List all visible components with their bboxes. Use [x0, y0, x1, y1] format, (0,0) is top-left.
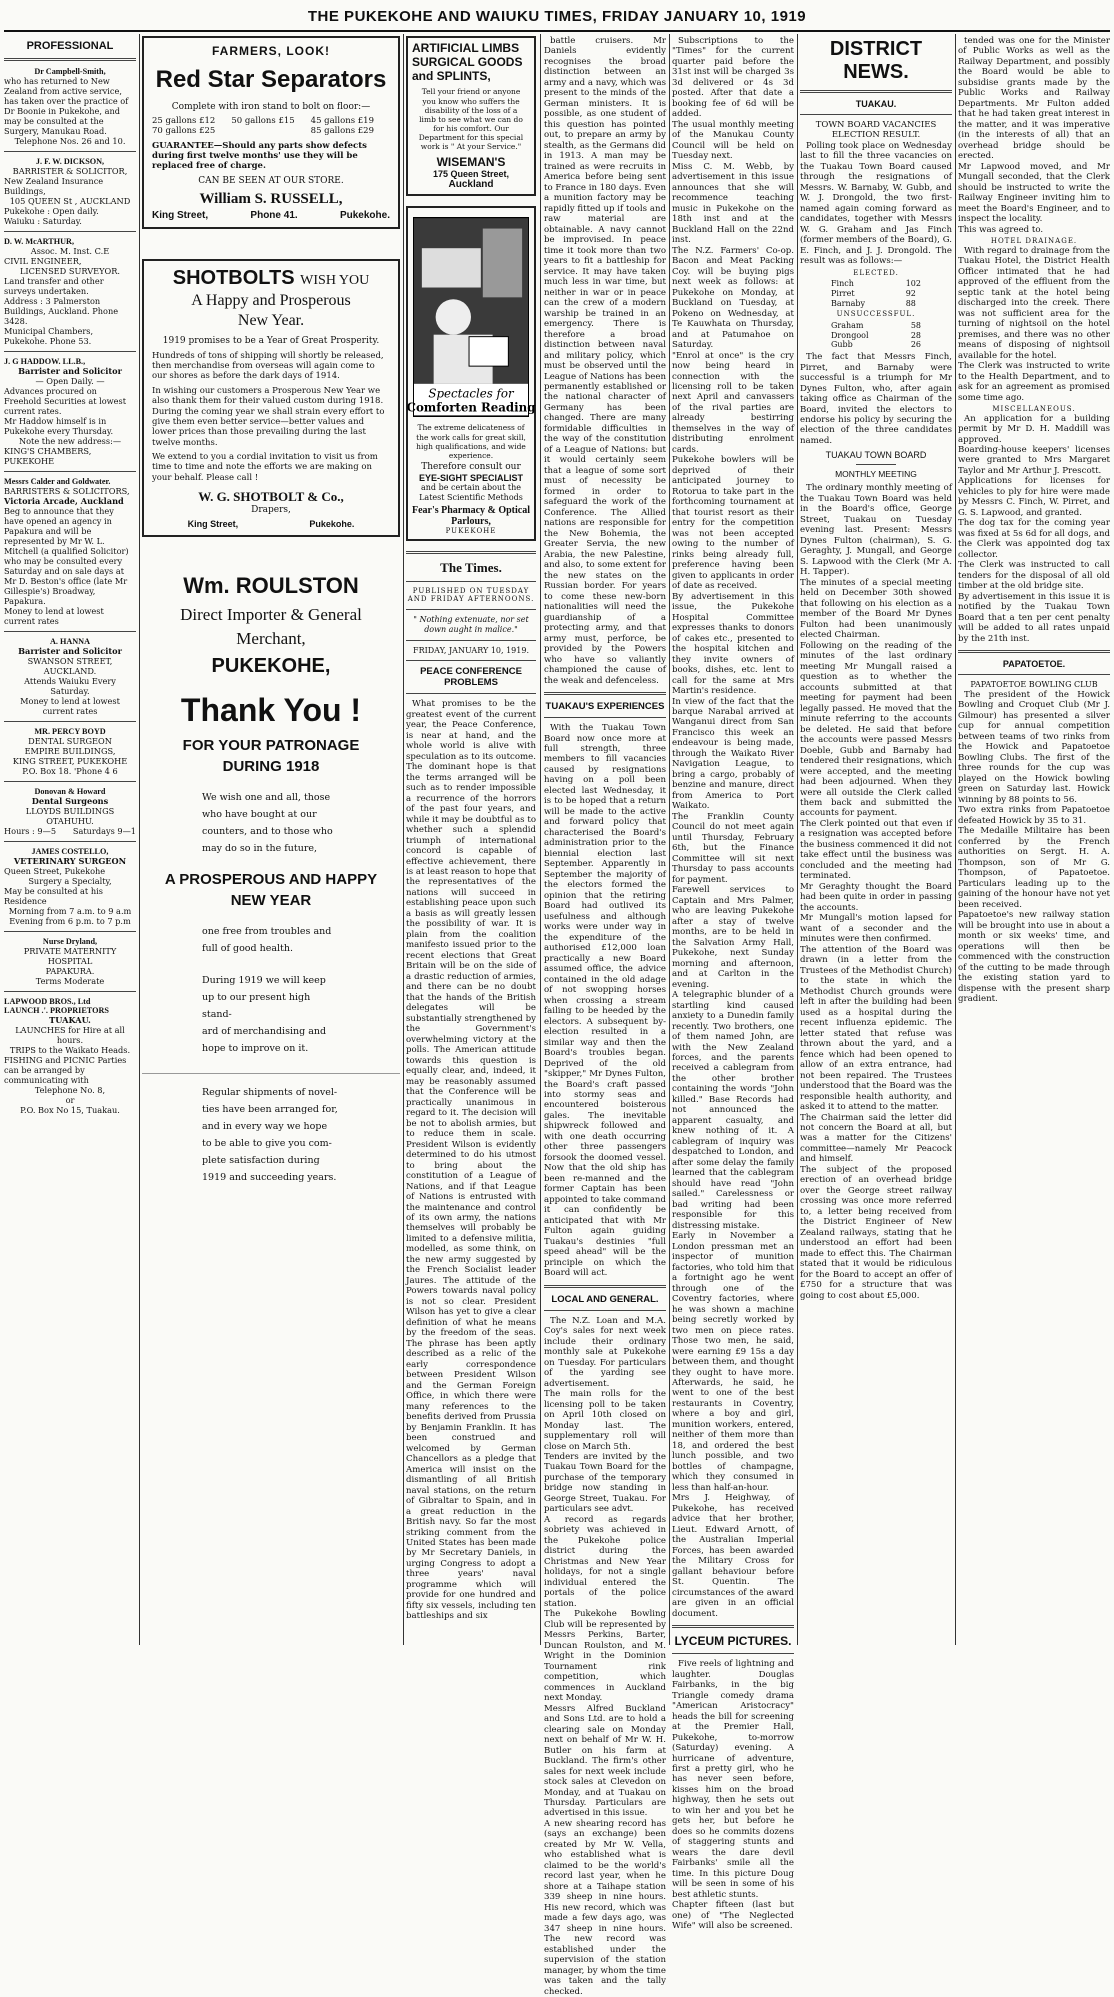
haddow-ad: J. G HADDOW. LL.B., Barrister and Solicitor — Open Daily. — Advances procured on Freehold Securities at lowest current rates. Mr Haddow himself is in Pukekohe every Thursday. Note the new address:— KING'S CHAMBERS, PUKEKOHE — [4, 357, 127, 466]
spectacles-illustration — [406, 217, 536, 417]
peace-conference-heading: PEACE CONFERENCE PROBLEMS — [420, 666, 522, 689]
lapwood-ad: LAPWOOD BROS., Ltd LAUNCH .'. PROPRIETORS TUAKAU. LAUNCHES for Hire at all hours. TRIPS to the Waikato Heads. FISHING and PICNIC Parties can be arranged by communicating with Telephone No. 8, or P.O. Box No 15, Tuakau. — [4, 997, 131, 1115]
boyd-ad: MR. PERCY BOYD DENTAL SURGEON EMPIRE BUILDINGS, KING STREET, PUKEKOHE P.O. Box 18. 'Phone 4 6 — [12, 727, 128, 776]
calder-ad: Messrs Calder and Goldwater. BARRISTERS & SOLICITORS, Victoria Arcade, Auckland Beg to announce that they have opened an agency in Papakura and will be represented by Mr W. L. Mitchell (a qualified Solicitor) who may be consulted every Saturday and on sale days at Mr D. Beston's office (late Mr Gillespie's) Broadway, Papakura. Money to lend at lowest current rates — [4, 477, 130, 626]
campbell-ad: Dr Campbell-Smith, who has returned to New Zealand from active service, has taken over the practice of Dr Boonie in Pukekohe, and may be consulted at the Surgery, Manukau Road. Telephone Nos. 26 and 10. — [4, 67, 129, 146]
red-star-separators-ad: FARMERS, LOOK! Red Star Separators Complete with iron stand to bolt on floor:— 25 gallons £12 50 gallons £15 45 gallons £19 70 gallons £25 85 gallons £29 GUARANTEE—Should any parts show defects during first twelve months' use they will be replaced free of charge. CAN BE SEEN AT OUR STORE. William S. RUSSELL, King Street, Phone 41. Pukekohe. — [142, 36, 400, 229]
local-news-paragraphs: Subscriptions to the "Times" for the current quarter paid before the 31st inst will be charged 3s 3d delivered or 4s 3d posted. After that date a booking fee of 6d will be added. The usual monthly meeting of the Manukau County Council will be held on Tuesday next. Miss C. M. Webb, by advertisement in this issue announces that she will recommence teaching music in Pukekohe on the 18th inst and at the Buckland Hall on the 22nd inst. The N.Z. Farmers' Co-op. Bacon and Meat Packing Coy. will be buying pigs next week as follows: at Pukekohe on Monday, at Buckland on Tuesday, at Pokeno on Wednesday, at Te Kauwhata on Thursday, and at Patumahoe on Saturday. "Enrol at once" is the cry now being heard in connection with the licensing roll to be taken next April and canvassers of the rival parties are already bestirring themselves in the way of distributing enrolment cards. Pukekohe bowlers will be deprived of their anticipated journey to Rotorua to take part in the forthcoming tournament at that tourist resort as their entry for the competition was not been accepted owing to the number of rinks being already full, preference having been given to applicants in order of date as received. By advertisement in this issue, the Pukekohe Hospital Committee expresses thanks to donors of cakes etc., presented to the hospital kitchen and they invite owners of books, dishes, etc. lent to call for the same at Mrs Martin's residence. In view of the fact that the barque Narabal arrived at Wanganui direct from San Francisco this week an endeavour is being made, through the Waikato River Navigation League, to bring a cargo, probably of benzine and manure, direct from America to Port Waikato. The Franklin County Council do not meet again until Thursday, February 6th, but the Finance Committee will sit next Thursday to pass accounts for payment. Farewell services to Captain and Mrs Palmer, who are leaving Pukekohe after a stay of twelve months, are to be held in the Salvation Army Hall, Pukekohe, next Sunday morning and afternoon, and at Carlton in the evening. A telegraphic blunder of a startling kind caused anxiety to a Dunedin family recently. Two brothers, one of them named John, are with the New Zealand forces, and the parents received a cablegram from the other brother containing the words "John killed." Base Records had not announced the apparent casualty, and knew nothing of it. A cablegram of inquiry was despatched to London, and after some delay the family learned that the cablegram should have read "John sailed." Carelessness or bad writing had been responsible for this distressing mistake. Early in November a London pressman met an inspector of munition factories, who told him that a fortnight ago he went through one of the Coventry factories, where he was shown a machine being secretly worked by two men on piece rates. Those two men, he said, were earning £9 15s a day between them, and thought they ought to have more. Afterwards, he said, he went to one of the best restaurants in Coventry, where a boy and girl, munition workers, entered, neither of them more than 18, and ordered the best lunch possible, and two bottles of champagne, which they consumed in less than half-an-hour. Mrs J. Heighway, of Pukekohe, has received advice that her brother, Lieut. Edward Arnott, of the Australian Imperial Forces, has been awarded the Military Cross for gallant behaviour before St. Quentin. The circumstances of the award are given in an official document. — [672, 36, 794, 1619]
artificial-limbs-ad: ARTIFICIAL LIMBS SURGICAL GOODS and SPLINTS, Tell your friend or anyone you know who suffers the disability of the loss of a limb to see what we can do for his comfort. Our Department for this special work is " At your Service." WISEMAN'S 175 Queen Street, Auckland — [406, 36, 536, 196]
svg-text:Comforten Reading: Comforten Reading — [406, 400, 536, 415]
papatoetoe-article: The president of the Howick Bowling and Croquet Club (Mr J. Gilmour) has presented a silver cup for annual competition between teams of two rinks from the Howick and Papatoetoe Bowling Clubs. The first of the three rounds for the cup was played on the Howick bowling green on Saturday last. Howick winning by 88 points to 56. Two extra rinks from Papatoetoe defeated Howick by 35 to 31. The Medaille Militaire has been conferred by the French authorities on Sergt. H. A. Thompson, son of Mr G. Thompson, of Papatoetoe. Particulars leading up to the gaining of the honour have not yet been received. Papatoetoe's new railway station will be brought into use in about a month or six weeks' time, and operations will then be commenced with the construction of the cutting to be made through the existing station yard to dispense with the present sharp gradient. — [958, 689, 1110, 1004]
masthead-rule — [4, 30, 1110, 32]
times-title: The Times. — [440, 559, 502, 575]
column-divider — [669, 34, 670, 1645]
column-divider — [139, 34, 140, 1645]
peace-conference-article: What promises to be the greatest event of the current year, the Peace Conference, is near at hand, and the whole world is alive with speculation as to its outcome. The dominant hope is that the terms arranged will be such as to render impossible a recurrence of the horrors of the past four years, and while it may be doubtful as to whether such a splendid triumph of international concord is capable of effective achievement, there is at least reason to hope that the representatives of the nations will succeed in establishing peace upon such a basis as will greatly lessen the possibility of war. It is plain from the coalition manifesto issued prior to the recent elections that Great Britain will be on the side of a drastic reduction of armies, and there can be no doubt that the hands of the British delegates will be substantially strengthened by the Government's overwhelming victory at the polls. The American attitude towards this question is equally clear, and, indeed, it may be reasonably assumed that the Conference will be practically unanimous in regard to it. The decision will be not to abolish armies, but to reduce them in scale. President Wilson is evidently determined to do his utmost to bring about the constitution of a League of Nations, and if that League of Nations is entrusted with the maintenance and control of its own army, the nations themselves will probably be limited to a defensive militia, modelled, as some think, on the new army suggested by the French Socialist leader Jaures. The attitude of the Powers towards naval policy is not so clear. President Wilson has yet to give a clear definition of what he means by the freedom of the seas. The phrase has been aptly described as a relic of the early correspondence between President Wilson and the German Foreign Office, in which there were many references to the benefits derived from Prussia by Benjamin Franklin. It has been construed and welcomed by German Chancellors as a pledge that America will insist on the dismantling of all British naval stations, on the return of Gibraltar to Spain, and in a great reduction in the British navy. So far the most striking comment from the United States has been made by Mr Secretary Daniels, in urging Congress to adopt a three years' naval programme which will provide for one hundred and fifty six vessels, including ten battleships and six — [406, 699, 536, 1622]
dryland-ad: Nurse Dryland, PRIVATE MATERNITY HOSPITAL PAPAKURA. Terms Moderate — [23, 937, 117, 986]
peace-conference-continued: battle cruisers. Mr Daniels evidently recognises the broad distinction between an army and a navy, which was present to the minds of the German ministers. It is possible, as one student of this question has pointed out, to prepare an army by stealth, as the Germans did in 1913. A man may be trained as were recruits in America before being sent to France in 180 days. Even a munition factory may be rapidly fitted up if tools and raw material are obtainable. A navy cannot be improvised. In peace time it took more than two years to fit a battleship for service. It may have taken much less in war time, but neither in war or in peace can the crew of a modern warship be trained in an emergency. There is therefore a broad distinction between naval and military policy, which must be observed until the League of Nations has been permanently established or the national character of Germany has been changed. There are many formidable difficulties in the way of the constitution of a League of Nations: but it would certainly seem that a league of some sort must of necessity be formed in order to safeguard the work of the Conference. The Allied nations are responsible for the New Bohemia, the Greater Servia, the new Arabia, the new Palestine, and also, to some extent for the new states on the Russian border. For years to come these new-born nationalities will need the guardianship of a protecting army, and that army must, perforce, be provided by the Powers who have so valiantly championed the cause of the weak and defenceless. — [544, 36, 667, 686]
papatoetoe-heading: PAPATOETOE. — [1002, 659, 1066, 670]
roulston-ad: Wm. ROULSTON Direct Importer & General Merchant, PUKEKOHE, Thank You ! FOR YOUR PATRONAGE DURING 1918 We wish one and all, those who have bought at our counters, and to those who may do so in the future, A PROSPEROUS AND HAPPY NEW YEAR one free from troubles and full of good health. During 1919 we will keep up to our present high stand- ard of merchandising and hope to improve on it. Regular shipments of novel- ties have been arranged for, and in every way we hope to be able to give you com- plete satisfaction during 1919 and succeeding years. — [142, 573, 400, 1187]
professional-heading: PROFESSIONAL — [26, 40, 114, 52]
spectacles-ad: Spectacles for Comforten Reading The extreme delicateness of the work calls for great skill, high qualifications, and wide experience. Therefore consult our EYE-SIGHT SPECIALIST and be certain about the Latest Scientific Methods Fear's Pharmacy & Optical Parlours, PUKEKOHE — [406, 206, 536, 541]
shotbolt-ad: SHOTBOLTS WISH YOU A Happy and Prosperous New Year. 1919 promises to be a Year of Great Prosperity. Hundreds of tons of shipping will shortly be released, then merchandise from overseas will again come to our shores as before the dark days of 1914. In wishing our customers a Prosperous New Year we also thank them for their valued custom during 1918. During the coming year we shall strain every effort to give them even better service—better values and lower prices than those prevailing during the last twelve months. We extend to you a cordial invitation to visit us from time to time and note the efforts we are making on your behalf. Please call ! W. G. SHOTBOLT & Co., Drapers, King Street, Pukekohe. — [142, 259, 400, 537]
masthead-title: THE PUKEKOHE AND WAIUKU TIMES, FRIDAY JANUARY 10, 1919 — [307, 8, 807, 25]
election-results-unsuccessful: Graham 58 Drongool 28 Gubb 26 — [831, 320, 921, 350]
column-divider — [403, 34, 404, 1645]
column-divider — [955, 34, 956, 1645]
local-general-heading: LOCAL AND GENERAL. — [551, 1293, 659, 1305]
local-general-article: The N.Z. Loan and M.A. Coy's sales for next week include their ordinary monthly sale at Pukekohe on Tuesday. For particulars of the yarding see advertisement. The main rolls for the licensing poll to be taken on April 10th closed on Monday last. The supplementary roll will close on March 5th. Tenders are invited by the Tuakau Town Board for the purchase of the temporary bridge now standing in George Street, Tuakau. For particulars see advt. A record as regards sobriety was achieved in the Pukekohe police district during the Christmas and New Year holidays, for not a single individual entered the portals of the police station. The Pukekohe Bowling Club will be represented by Messrs Perkins, Barter, Duncan Roulston, and M. Wright in the Dominion Tournament rink competition, which commences in Auckland next Monday. Messrs Alfred Buckland and Sons Ltd. are to hold a clearing sale on Monday next on behalf of Mr W. H. Butler on his farm at Buckland. The firm's other sales for next week include stock sales at Clevedon on Monday, and at Tuakau on Thursday. Particulars are advertised in this issue. A new shearing record has (says an exchange) been created by Mr W. Vella, who established what is claimed to be the world's record last year, when he shore at a Taihape station 339 sheep in nine hours. His new record, which was made a few days ago, was 347 sheep in nine hours. The new record was established under the supervision of the station manager, by whom the time was taken and the tally checked. — [544, 1315, 666, 1997]
district-news-heading: DISTRICT NEWS. — [829, 38, 923, 83]
mcarthur-ad: D. W. McARTHUR, Assoc. M. Inst. C.E CIVIL ENGINEER, LICENSED SURVEYOR. Land transfer and other surveys undertaken. Address : 3 Palmerston Buildings, Auckland. Phone 3428. Municipal Chambers, Pukekohe. Phone 53. — [4, 237, 120, 346]
column-divider — [797, 34, 798, 1645]
dickson-ad: J. F. W. DICKSON, BARRISTER & SOLICITOR, New Zealand Insurance Buildings, 105 QUEEN St , AUCKLAND Pukekohe : Open daily. Waiuku : Saturday. — [4, 157, 131, 226]
lyceum-pictures-heading: LYCEUM PICTURES. — [674, 1634, 792, 1649]
wiseman-times-column: ARTIFICIAL LIMBS SURGICAL GOODS and SPLINTS, Tell your friend or anyone you know who suffers the disability of the loss of a limb to see what we can do for his comfort. Our Department for this special work is " At your Service." WISEMAN'S 175 Queen Street, Auckland Spectacles for Comforten Reading The extreme delicateness of the work calls for great skill, high qualifications, and wide experience. Therefore consult our EYE-SIGHT SPECIALIST and be certain about the Latest Scientific Methods Fear's Pharmacy & Optical Parlours, PUKEKOHE The Times. PUBLISHED ON TUESDAY AND FRIDAY AFTERNOONS. " Nothing extenuate, nor set down aught in malice." FRIDAY, JANUARY 10, 1919. PEACE CONFERENCE PROBLEMS What promises to be the greatest event of the current year, the Peace Conference, is near at hand, and the whole world is alive with speculation as to its outcome. The dominant hope is that the terms arranged will be such as to render impossible a recurrence of the horrors of the past four years, and while it may be doubtful as to whether such a splendid triumph of international concord is capable of effective achievement, there is at least reason to hope that the representatives of the nations will succeed in establishing peace upon such a basis as will greatly lessen the possibility of war. It is plain from the coalition manifesto issued prior to the recent elections that Great Britain will be on the side of a drastic reduction of armies, and there can be no doubt that the hands of the British delegates will be substantially strengthened by the Government's overwhelming victory at the polls. The American attitude towards this question is equally clear, and, indeed, it may be reasonably assumed that the Conference will be practically unanimous in regard to it. The decision will be not to abolish armies, but to reduce them in scale. President Wilson is evidently determined to do his utmost to bring about the constitution of a League of Nations, and if that League of Nations is entrusted with the maintenance and control of its own army, the nations themselves will probably be limited to a defensive militia, modelled, as some think, on the new army suggested by the French Socialist leader Jaures. The attitude of the Powers towards naval policy is not so clear. President Wilson has yet to give a clear definition of what he means by the freedom of the seas. The phrase has been aptly described as a relic of the early correspondence between President Wilson and the German Foreign Office, in which there were many references to the benefits derived from Prussia by Benjamin Franklin. It has been construed and welcomed by German Chancellors as a pledge that America will insist on the dismantling of all British naval stations, on the return of Gibraltar to Spain, and in a great reduction in the British navy. So far the most striking comment from the United States has been made by Mr Secretary Daniels, in urging Congress to adopt a three years' naval programme which will provide for one hundred and fifty six vessels, including ten battleships and six — [406, 36, 536, 1645]
svg-text:Spectacles for: Spectacles for — [428, 386, 514, 401]
local-news-column — [672, 36, 794, 1932]
editorial-column — [544, 36, 667, 1997]
costello-ad: JAMES COSTELLO, VETERINARY SURGEON Queen Street, Pukekohe Surgery a Specialty, May be consulted at his Residence Morning from 7 a.m. to 9 a.m Evening from 6 p.m. to 7 p.m — [4, 847, 132, 926]
hanna-ad: A. HANNA Barrister and Solicitor SWANSON STREET, AUCKLAND. Attends Waiuku Every Saturday. Money to lend at lowest current rates — [18, 637, 122, 716]
lyceum-pictures-article: Five reels of lightning and laughter. Douglas Fairbanks, in the big Triangle comedy drama "American Aristocracy" heads the bill for screening at the Premier Hall, Pukekohe, to-morrow (Saturday) evening. A hurricane of adventure, first a pretty girl, who he has never seen before, kisses him on the broad highway, then he sets out to win her and you bet he gets her, but before he does so he commits dozens of staggering stunts and wears the dare devil Fairbanks' smile all the time. In this picture Doug will be seen in some of his best athletic stunts. Chapter fifteen (last but one) of "The Neglected Wife" will also be screened. — [672, 1659, 794, 1932]
tuakau-experiences-heading: TUAKAU'S EXPERIENCES — [545, 701, 665, 713]
district-news-column: DISTRICT NEWS. TUAKAU. TOWN BOARD VACANCIES ELECTION RESULT. Polling took place on Wednesday last to fill the three vacancies on the Tuakau Town Board caused through the resignations of Messrs. W. Barnaby, W. Gubb, and W. J. Drongold, the two first-named again coming forward as candidates, together with Messrs W. G. Graham and Jas Finch (former members of the Board), G. E. Finch, and J. J. Drongold. The result was as follows:— ELECTED. Finch 102 Pirret 92 Barnaby 88 UNSUCCESSFUL. Graham 58 Drongool 28 Gubb 26 The fact that Messrs Finch, Pirret, and Barnaby were successful is a triumph for Mr Dynes Fulton, who, after again taking office as Chairman of the Board, invited the electors to endorse his policy by securing the election of the three candidates named. TUAKAU TOWN BOARD MONTHLY MEETING The ordinary monthly meeting of the Tuakau Town Board was held in the Board's office, George Street, Tuakau on Tuesday evening last. Present: Messrs Dynes Fulton (chairman), S. G. Geraghty, J. Mungall, and George S. Lapwood with the Clerk (Mr A. H. Tapper). The minutes of a special meeting held on December 30th showed that following on his election as a member of the Board Mr Dynes Fulton had been unanimously elected Chairman. Following on the reading of the minutes of the last ordinary meeting Mr Mungall raised a question as to whether the accounts submitted at that meeting for payment had been legally passed. He moved that the minute referring to the accounts be deleted. He said that before the accounts were passed Messrs Doeble, Gubb and Barnaby had tendered their resignations, which were accepted, and the meeting had been adjourned. When they were all outside the Clerk called them back and submitted the accounts for payment. The Clerk pointed out that even if a resignation was accepted before the business commenced it did not take effect until the business was concluded and the meeting had terminated. Mr Geraghty thought the Board had been quite in order in passing the accounts. Mr Mungall's motion lapsed for want of a seconder and the minutes were then confirmed. The attention of the Board was drawn (in a letter from the Trustees of the Methodist Church) to the state in which the Methodist Church grounds were left in after the building had been used as a hospital during the recent influenza epidemic. The letter stated that refuse was thrown about the yard, and a fence which had been opened to allow of an extra entrance, had not been repaired. The Trustees understood that the Board was the responsible health authority, and asked it to attend to the matter. The Chairman said the letter did not concern the Board at all, but was a matter for the Citizens' committee—namely Mr Peacock and himself. The subject of the proposed erection of an overhead bridge over the George street railway crossing was once more referred to, a letter being received from the District Engineer of New Zealand railways, stating that he understood an effort had been made to effect this. The Chairman stated that it would be ridiculous for the Board to accept an offer of £750 for a structure that was going to cost about £5,000. — [800, 38, 952, 1301]
donovan-ad: Donovan & Howard Dental Surgeons LLOYDS BUILDINGS OTAHUHU. Hours : 9—5 Saturdays 9—1 — [4, 787, 136, 836]
professional-column — [4, 36, 136, 1645]
advertisement-column — [142, 36, 400, 1645]
reading-man-illustration — [406, 218, 536, 416]
tuakau-experiences-article: With the Tuakau Town Board now once more at full strength, three members to fill vacancies caused by resignations having on a poll been elected last Wednesday, it is to be hoped that a return will be made to the active and forward policy that characterised the Board's administration prior to the biennial election last September. Apparently in September the majority of the electors formed the opinion that the retiring Board had outlived its usefulness and although works were under way in the expenditure of the authorised £12,000 loan practically a new Board assumed office, the advice contained in the old adage of not swopping horses when crossing a stream failing to be heeded by the electors. A subsequent by-election resulted in a similar way and then the Board's troubles began. Deprived of the old "skipper," Mr Dynes Fulton, the Board's craft passed into stormy seas and encountered boisterous gales. The inevitable shipwreck followed and with one death occurring other three passengers forsook the doomed vessel. Now that the old ship has been re-manned and the former Captain has been appointed to take command it can confidently be anticipated that with Mr Fulton again guiding Tuakau's destinies "full speed ahead" will be the principle on which the Board will act. — [544, 723, 666, 1279]
district-news-continued-column: tended was one for the Minister of Public Works as well as the Railway Department, and possibly the Board would be able to subsidise grants made by the Public Works and Railway Departments. Mr Fulton added that he had taken great interest in the matter, and it was imperative (in the interests of all) that an overhead bridge should be erected. Mr Lapwood moved, and Mr Mungall seconded, that the Clerk should be instructed to write the Railway Engineer inviting him to meet the Board's Engineer, and to inspect the locality. This was agreed to. HOTEL DRAINAGE. With regard to drainage from the Tuakau Hotel, the District Health Officer intimated that he had approved of the effluent from the septic tank at the hotel being discharged into the creek. There was not sufficient area for the turning of nightsoil on the hotel premises, and there was no other means of disposing of nightsoil available for the hotel. The Clerk was instructed to write to the Health Department, and to ask for an agreement as promised some time ago. MISCELLANEOUS. An application for a building permit by Mr D. H. Maddill was approved. Boarding-house keepers' licenses were granted to Mrs Margaret Taylor and Mr Arthur J. Prescott. Applications for licenses for vehicles to ply for hire were made by Messrs C. Finch, W. Pirret, and G. S. Lapwood, and granted. The dog tax for the coming year was fixed at 5s 6d for all dogs, and the Clerk was appointed dog tax collector. The Clerk was instructed to call tenders for the disposal of all old timber at the old bridge site. By advertisement in this issue it is notified by the Tuakau Town Board that a ten per cent penalty will be added to all rates unpaid by the 21th inst. PAPATOETOE. PAPATOETOE BOWLING CLUB The president of the Howick Bowling and Croquet Club (Mr J. Gilmour) has presented a silver cup for annual competition between teams of two rinks from the Howick and Papatoetoe Bowling Clubs. The first of the three rounds for the cup was played on the Howick bowling green on Saturday last. Howick winning by 88 points to 56. Two extra rinks from Papatoetoe defeated Howick by 35 to 31. The Medaille Militaire has been conferred by the French authorities on Sergt. H. A. Thompson, son of Mr G. Thompson, of Papatoetoe. Particulars leading up to the gaining of the honour have not yet been received. Papatoetoe's new railway station will be brought into use in about a month or six weeks' time, and operations will then be commenced with the construction of the cutting to be made through the existing station yard to dispense with the present sharp gradient. — [958, 36, 1110, 1004]
column-divider — [540, 34, 541, 1645]
issue-date: FRIDAY, JANUARY 10, 1919. — [413, 645, 529, 655]
town-board-meeting-article: The ordinary monthly meeting of the Tuakau Town Board was held in the Board's office, George Street, Tuakau on Tuesday evening last. Present: Messrs Dynes Fulton (chairman), S. G. Geraghty, J. Mungall, and George S. Lapwood with the Clerk (Mr A. H. Tapper). The minutes of a special meeting held on December 30th showed that following on his election as a member of the Board Mr Dynes Fulton had been unanimously elected Chairman. Following on the reading of the minutes of the last ordinary meeting Mr Mungall raised a question as to whether the accounts submitted at that meeting for payment had been legally passed. He moved that the minute referring to the accounts be deleted. He said that before the accounts were passed Messrs Doeble, Gubb and Barnaby had tendered their resignations, which were accepted, and the meeting had been adjourned. When they were all outside the Clerk called them back and submitted the accounts for payment. The Clerk pointed out that even if a resignation was accepted before the business commenced it did not take effect until the business was concluded and the meeting had terminated. Mr Geraghty thought the Board had been quite in order in passing the accounts. Mr Mungall's motion lapsed for want of a seconder and the minutes were then confirmed. The attention of the Board was drawn (in a letter from the Trustees of the Methodist Church) to the state in which the Methodist Church grounds were left in after the building had been used as a hospital during the recent influenza epidemic. The letter stated that refuse was thrown about the yard, and a fence which had been opened to allow of an extra entrance, had not been repaired. The Trustees understood that the Board was the responsible health authority, and asked it to attend to the matter. The Chairman said the letter did not concern the Board at all, but was a matter for the Citizens' committee—namely Mr Peacock and himself. The subject of the proposed erection of an overhead bridge over the George street railway crossing was once more referred to, a letter being received from the District Engineer of New Zealand railways, stating that he understood an effort had been made to effect this. The Chairman stated that it would be ridiculous for the Board to accept an offer of £750 for a structure that was going to cost about £5,000. — [800, 483, 952, 1301]
election-results-elected: Finch 102 Pirret 92 Barnaby 88 — [831, 279, 921, 308]
